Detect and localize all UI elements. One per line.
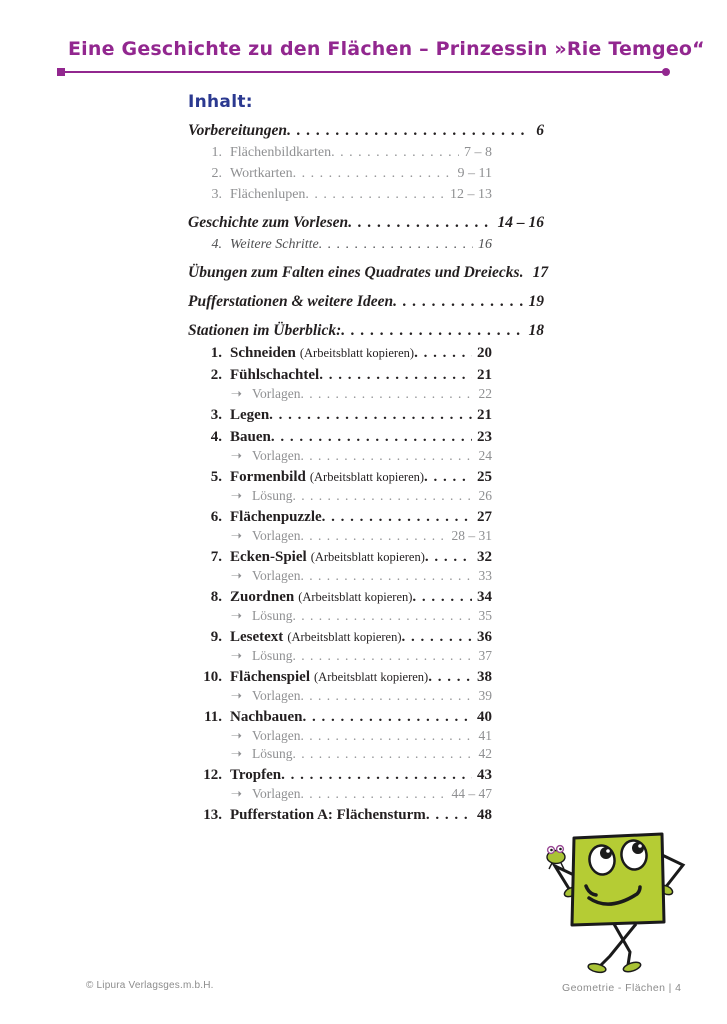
toc-entry-page: 36 (477, 629, 492, 645)
toc-entry-page: 22 (478, 386, 492, 401)
toc-leader-dots (293, 647, 474, 665)
toc-leader-dots (412, 588, 472, 607)
toc-leader-dots (520, 263, 528, 283)
toc-entry-number: 8. (210, 589, 222, 605)
toc-entry-number: 4. (211, 237, 222, 252)
rule-right-dot (662, 68, 670, 76)
toc-leader-dots (319, 235, 473, 254)
toc-entry-annotation: (Arbeitsblatt kopieren) (310, 550, 425, 564)
toc-row-arrow (188, 487, 492, 505)
toc-entry-label: Schneiden (230, 345, 296, 361)
toc-row-station (188, 548, 492, 567)
arrow-right-icon: ➝ (230, 728, 242, 743)
toc-entry-page: 21 (477, 407, 492, 423)
arrow-right-icon: ➝ (230, 786, 242, 801)
arrow-right-icon: ➝ (230, 528, 242, 543)
toc-entry-annotation: (Arbeitsblatt kopieren) (309, 470, 425, 484)
toc-entry-page: 40 (477, 709, 492, 725)
toc-entry-page: 38 (477, 669, 492, 685)
toc-entry-label: Formenbild (230, 469, 306, 485)
toc-entry-number: 7. (210, 549, 222, 565)
toc-row-item-italic (188, 235, 492, 254)
toc-entry-page: 26 (478, 488, 492, 503)
arrow-right-icon: ➝ (230, 648, 242, 663)
toc-entry-number: 1. (210, 345, 222, 361)
toc-entry-page: 6 (536, 122, 544, 139)
toc-entry-number: 3. (211, 187, 222, 202)
toc-entry-page: 17 (532, 264, 549, 281)
toc-leader-dots (424, 468, 472, 487)
toc-entry-label: Vorlagen (252, 386, 301, 401)
toc-row-arrow (188, 785, 492, 803)
toc-row-station (188, 428, 492, 447)
toc-entry-label: Übungen zum Falten eines Quadrates und Dreiecks (188, 264, 520, 281)
arrow-right-icon: ➝ (230, 448, 242, 463)
toc-leader-dots (331, 143, 459, 162)
toc-entry-number: 2. (211, 166, 222, 181)
toc-entry-label: Flächenlupen (230, 187, 306, 202)
toc-entry-label: Ecken-Spiel (230, 549, 307, 565)
toc-leader-dots (303, 708, 472, 727)
toc-row-section (188, 321, 544, 341)
toc-leader-dots (301, 785, 447, 803)
toc-entry-label: Lösung (252, 488, 293, 503)
toc-leader-dots (301, 567, 474, 585)
toc-entry-number: 4. (210, 429, 222, 445)
toc-row-station (188, 628, 492, 647)
toc-entry-label: Vorbereitungen (188, 122, 288, 139)
toc-entry-page: 28 – 31 (451, 528, 492, 543)
toc-entry-number: 3. (210, 407, 222, 423)
toc-row-arrow (188, 447, 492, 465)
toc-heading: Inhalt: (188, 92, 253, 112)
toc-entry-label: Vorlagen (252, 728, 301, 743)
mascot-right-pupil (632, 842, 644, 854)
toc-list (188, 121, 549, 825)
toc-entry-page: 23 (477, 429, 492, 445)
toc-entry-label: Tropfen (230, 767, 282, 783)
toc-entry-page: 44 – 47 (451, 786, 492, 801)
toc-row-arrow (188, 527, 492, 545)
toc-entry-number: 6. (210, 509, 222, 525)
toc-entry-label: Weitere Schritte (230, 237, 319, 252)
toc-entry-page: 12 – 13 (450, 187, 492, 202)
toc-entry-label: Lesetext (230, 629, 284, 645)
toc-row-arrow (188, 727, 492, 745)
toc-entry-label: Geschichte zum Vorlesen (188, 214, 349, 231)
toc-leader-dots (301, 727, 474, 745)
toc-row-station (188, 708, 492, 727)
toc-leader-dots (293, 607, 474, 625)
toc-row-station (188, 406, 492, 425)
toc-entry-label: Zuordnen (230, 589, 295, 605)
toc-entry-label: Flächenpuzzle (230, 509, 322, 525)
toc-entry-number: 9. (210, 629, 222, 645)
footer-page-label: Geometrie - Flächen | 4 (562, 982, 682, 994)
toc-row-arrow (188, 607, 492, 625)
toc-entry-label: Flächenbildkarten (230, 145, 332, 160)
toc-row-station (188, 468, 492, 487)
toc-row-arrow (188, 567, 492, 585)
toc-row-arrow (188, 745, 492, 763)
toc-entry-page: 37 (478, 648, 492, 663)
toc-entry-number: 13. (203, 807, 222, 823)
toc-row-arrow (188, 687, 492, 705)
toc-entry-annotation: (Arbeitsblatt kopieren) (287, 630, 402, 644)
toc-entry-page: 41 (478, 728, 492, 743)
page-title: Eine Geschichte zu den Flächen – Prinzessin »Rie Temgeo“ (68, 38, 705, 60)
toc-row-section (188, 121, 544, 141)
toc-entry-page: 42 (478, 746, 492, 761)
toc-entry-page: 33 (478, 568, 492, 583)
mascot-right-foot (622, 960, 642, 973)
toc-row-section (188, 263, 549, 283)
toc-entry-page: 9 – 11 (457, 166, 492, 181)
toc-row-station (188, 588, 492, 607)
toc-row-item-gray (188, 143, 492, 162)
toc-row-station (188, 668, 492, 687)
toc-entry-page: 7 – 8 (464, 145, 492, 160)
toc-entry-label: Lösung (252, 746, 293, 761)
toc-entry-page: 48 (477, 807, 492, 823)
toc-entry-label: Vorlagen (252, 528, 301, 543)
toc-row-item-gray (188, 164, 492, 183)
toc-entry-page: 43 (477, 767, 492, 783)
mascot-square-body (572, 834, 664, 925)
mascot-right-leg (614, 924, 630, 965)
toc-entry-number: 10. (203, 669, 222, 685)
toc-leader-dots (348, 213, 492, 233)
toc-leader-dots (428, 668, 472, 687)
toc-leader-dots (301, 385, 474, 403)
toc-entry-label: Pufferstation A: Flächensturm (230, 807, 426, 823)
mascot-left-pupil (600, 847, 612, 859)
toc-entry-label: Lösung (252, 648, 293, 663)
toc-entry-page: 39 (478, 688, 492, 703)
mascot-left-glint (606, 849, 610, 853)
toc-entry-page: 16 (478, 237, 492, 252)
toc-leader-dots (301, 447, 474, 465)
toc-row-section (188, 292, 544, 312)
toc-entry-label: Vorlagen (252, 688, 301, 703)
square-character-mascot (540, 823, 710, 985)
toc-entry-label: Pufferstationen & weitere Ideen (188, 293, 394, 310)
toc-entry-label: Bauen (230, 429, 271, 445)
toc-leader-dots (281, 766, 472, 785)
toc-leader-dots (301, 687, 474, 705)
toc-leader-dots (293, 745, 474, 763)
toc-entry-page: 19 (528, 293, 544, 310)
toc-entry-page: 32 (477, 549, 492, 565)
toc-entry-page: 34 (477, 589, 492, 605)
title-divider-rule (60, 71, 664, 73)
toc-entry-label: Vorlagen (252, 786, 301, 801)
toc-row-station (188, 766, 492, 785)
toc-entry-annotation: (Arbeitsblatt kopieren) (299, 346, 415, 360)
arrow-right-icon: ➝ (230, 746, 242, 761)
toc-entry-page: 20 (477, 345, 492, 361)
toc-leader-dots (322, 508, 472, 527)
toc-entry-annotation: (Arbeitsblatt kopieren) (314, 670, 429, 684)
toc-leader-dots (305, 185, 445, 204)
toc-leader-dots (393, 292, 523, 312)
toc-row-arrow (188, 647, 492, 665)
toc-leader-dots (293, 487, 474, 505)
toc-leader-dots (287, 121, 531, 141)
toc-entry-page: 21 (477, 367, 492, 383)
toc-entry-number: 12. (203, 767, 222, 783)
toc-entry-number: 5. (210, 469, 222, 485)
toc-entry-page: 27 (477, 509, 492, 525)
toc-row-station (188, 344, 492, 363)
toc-entry-label: Nachbauen (230, 709, 303, 725)
toc-entry-label: Vorlagen (252, 568, 301, 583)
toc-entry-page: 25 (477, 469, 492, 485)
toc-leader-dots (425, 548, 472, 567)
toc-leader-dots (414, 344, 472, 363)
toc-entry-page: 14 – 16 (497, 214, 544, 231)
toc-entry-label: Lösung (252, 608, 293, 623)
arrow-right-icon: ➝ (230, 488, 242, 503)
toc-leader-dots (293, 164, 453, 183)
toc-row-section (188, 213, 544, 233)
mascot-right-glint (638, 844, 642, 848)
toc-entry-label: Vorlagen (252, 448, 301, 463)
arrow-right-icon: ➝ (230, 608, 242, 623)
toc-leader-dots (319, 366, 472, 385)
toc-entry-page: 35 (478, 608, 492, 623)
toc-entry-number: 11. (204, 709, 222, 725)
arrow-right-icon: ➝ (230, 568, 242, 583)
toc-entry-label: Legen (230, 407, 270, 423)
toc-row-station (188, 366, 492, 385)
toc-entry-annotation: (Arbeitsblatt kopieren) (298, 590, 413, 604)
arrow-right-icon: ➝ (230, 688, 242, 703)
toc-leader-dots (341, 321, 523, 341)
toc-entry-number: 2. (210, 367, 222, 383)
table-of-contents (188, 92, 549, 825)
toc-leader-dots (301, 527, 447, 545)
toc-entry-page: 24 (478, 448, 492, 463)
toc-entry-label: Flächenspiel (230, 669, 311, 685)
toc-row-station (188, 806, 492, 825)
toc-entry-label: Stationen im Überblick: (188, 322, 342, 339)
toc-row-arrow (188, 385, 492, 403)
toc-entry-label: Fühlschachtel (230, 367, 320, 383)
toc-row-item-gray (188, 185, 492, 204)
toc-entry-page: 18 (528, 322, 544, 339)
toc-leader-dots (426, 806, 472, 825)
toc-leader-dots (271, 428, 472, 447)
toc-entry-label: Wortkarten (230, 166, 293, 181)
toc-row-station (188, 508, 492, 527)
toc-entry-number: 1. (211, 145, 222, 160)
footer-copyright: © Lipura Verlagsges.m.b.H. (86, 980, 214, 991)
arrow-right-icon: ➝ (230, 386, 242, 401)
toc-leader-dots (269, 406, 472, 425)
toc-leader-dots (402, 628, 472, 647)
